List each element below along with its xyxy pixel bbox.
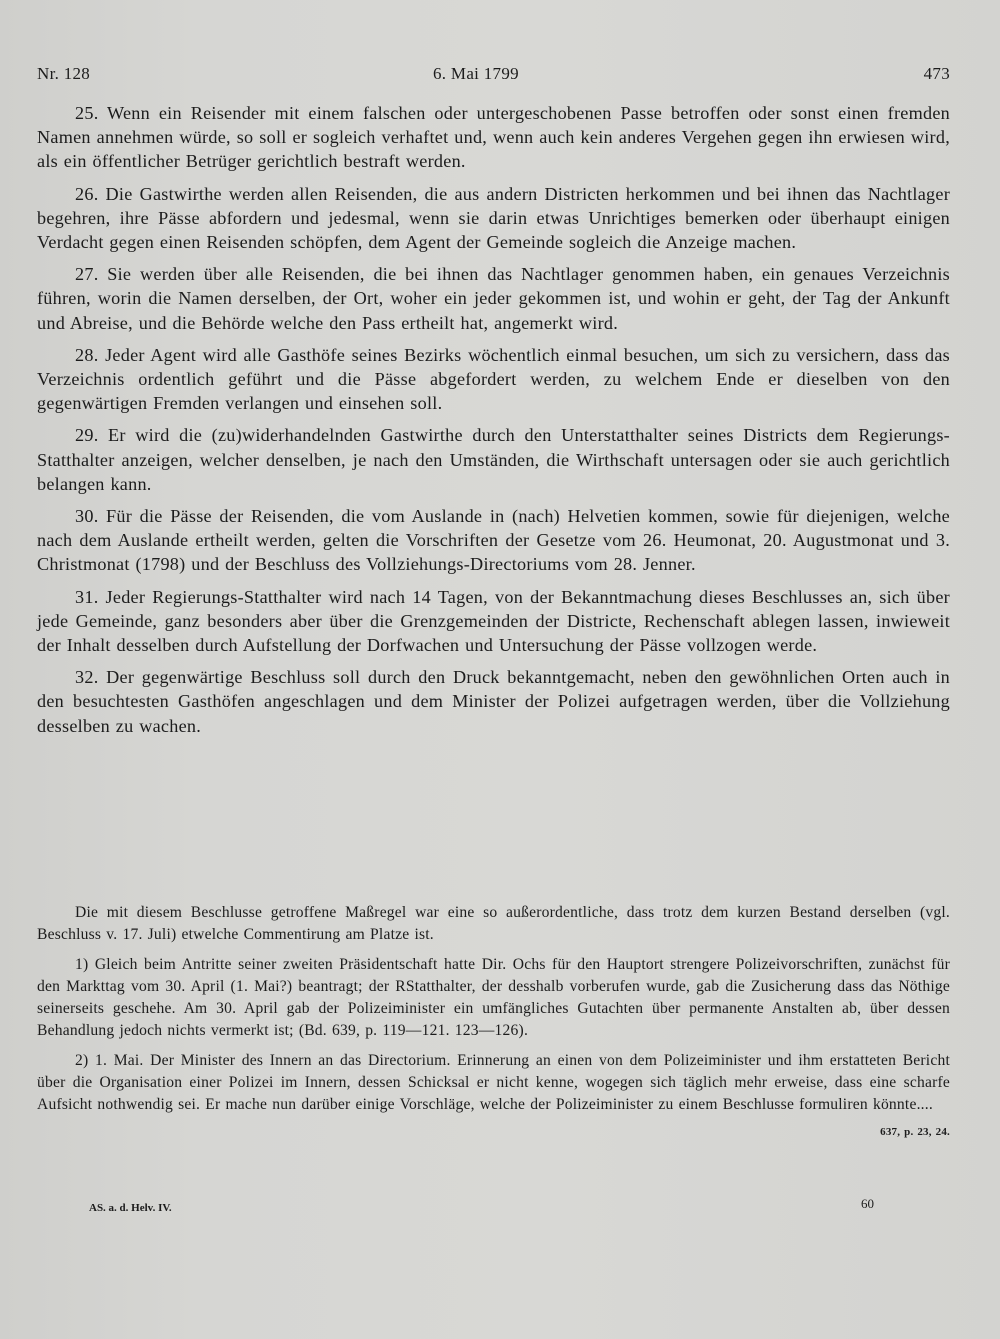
paragraph-29: 29. Er wird die (zu)widerhandelnden Gastwirthe durch den Unterstatthalter seines Districts dem Regierungs-Statthalter anzeigen, welcher denselben, je nach den Umständen, die Wirthschaft untersagen oder sie auch gerichtlich belangen kann. (37, 425, 950, 494)
paragraph-25: 25. Wenn ein Reisender mit einem falschen oder untergeschobenen Passe betroffen oder sonst einen fremden Namen annehmen würde, so soll er sogleich verhaftet und, wenn auch kein anderes Vergehen gegen ihn erwiesen wird, als ein öffentlicher Betrüger gerichtlich bestraft werden. (37, 103, 950, 172)
page-header (37, 64, 950, 92)
note-2 (37, 1050, 950, 1138)
note-1: 1) Gleich beim Antritte seiner zweiten Präsidentschaft hatte Dir. Ochs für den Hauptort strengere Polizeivorschriften, zunächst für den Markttag vom 30. April (1. Mai?) beantragt; der RStatthalter, der desshalb vorberufen wurde, gab die Zusicherung dass das Nöthige seinerseits geschehe. Am 30. April gab der Polizeiminister ein umfängliches Gutachten über permanente Anstalten ab, über dessen Behandlung jedoch nichts vermerkt ist; (Bd. 639, p. 119—121. 123—126). (37, 955, 950, 1040)
paragraph-26: 26. Die Gastwirthe werden allen Reisenden, die aus andern Districten herkommen und bei ihnen das Nachtlager begehren, ihre Pässe abfordern und jedesmal, wenn sie darin etwas Unrichtiges bemerken oder überhaupt einigen Verdacht gegen einen Reisenden schöpfen, dem Agent der Gemeinde sogleich die Anzeige machen. (37, 183, 950, 253)
paragraph-32: 32. Der gegenwärtige Beschluss soll durch den Druck bekanntgemacht, neben den gewöhnlichen Orten auch in den besuchtesten Gasthöfen angeschlagen und dem Minister der Polizei aufgetragen werden, über die Vollziehung desselben zu wachen. (37, 667, 950, 736)
document-date: 6. Mai 1799 (433, 64, 519, 83)
note-2-text: 2) 1. Mai. Der Minister des Innern an das Directorium. Erinnerung an einen von dem Polizeiminister und ihm erstatteten Bericht über die Organisation einer Polizei im Innern, dessen Schicksal er nicht kenne, wogegen sich täglich mehr erweise, dass eine scharfe Aufsicht nothwendig sei. Er mache nun darüber einige Vorschläge, welche der Polizeiminister zu einem Beschlusse formuliren könnte.... (37, 1051, 950, 1114)
notes-intro: Die mit diesem Beschlusse getroffene Maßregel war eine so außerordentliche, dass trotz dem kurzen Bestand derselben (vgl. Beschluss v. 17. Juli) etwelche Commentirung am Platze ist. (37, 904, 950, 944)
editorial-notes (37, 902, 950, 1143)
signature-number: 60 (861, 1196, 874, 1211)
paragraph-31: 31. Jeder Regierungs-Statthalter wird nach 14 Tagen, von der Bekanntmachung dieses Beschlusses an, sich über jede Gemeinde, ganz besonders aber über die Grenzgemeinden der Districte, Rechenschaft ablegen lassen, inwieweit der Inhalt desselben durch Aufstellung der Dorfwachen und Untersuchung der Pässe vollzogen werde. (37, 586, 950, 656)
paragraph-28: 28. Jeder Agent wird alle Gasthöfe seines Bezirks wöchentlich einmal besuchen, um sich zu versichern, dass das Verzeichnis ordentlich geführt und die Pässe abgefordert werden, zu welchem Ende er dieselben von den gegenwärtigen Fremden verlangen und einsehen soll. (37, 344, 950, 414)
main-text (37, 101, 950, 746)
page-number: 473 (923, 64, 950, 83)
archive-reference: 637, p. 23, 24. (880, 1125, 950, 1138)
page-footer (37, 1196, 950, 1226)
paragraph-27: 27. Sie werden über alle Reisenden, die bei ihnen das Nachtlager genommen haben, ein genaues Verzeichnis führen, worin die Namen derselben, der Ort, woher ein jeder gekommen ist, und wohin er geht, der Tag der Ankunft und Abreise, und die Behörde welche den Pass ertheilt hat, angemerkt wird. (37, 264, 950, 333)
document-number: Nr. 128 (37, 64, 91, 83)
paragraph-30: 30. Für die Pässe der Reisenden, die vom Auslande in (nach) Helvetien kommen, sowie für diejenigen, welche nach dem Auslande ertheilt werden, gelten die Vorschriften der Gesetze vom 26. Heumonat, 20. Augustmonat und 3. Christmonat (1798) und der Beschluss des Vollziehungs-Directoriums vom 28. Jenner. (37, 506, 950, 575)
footer-volume-label: AS. a. d. Helv. IV. (89, 1202, 172, 1214)
